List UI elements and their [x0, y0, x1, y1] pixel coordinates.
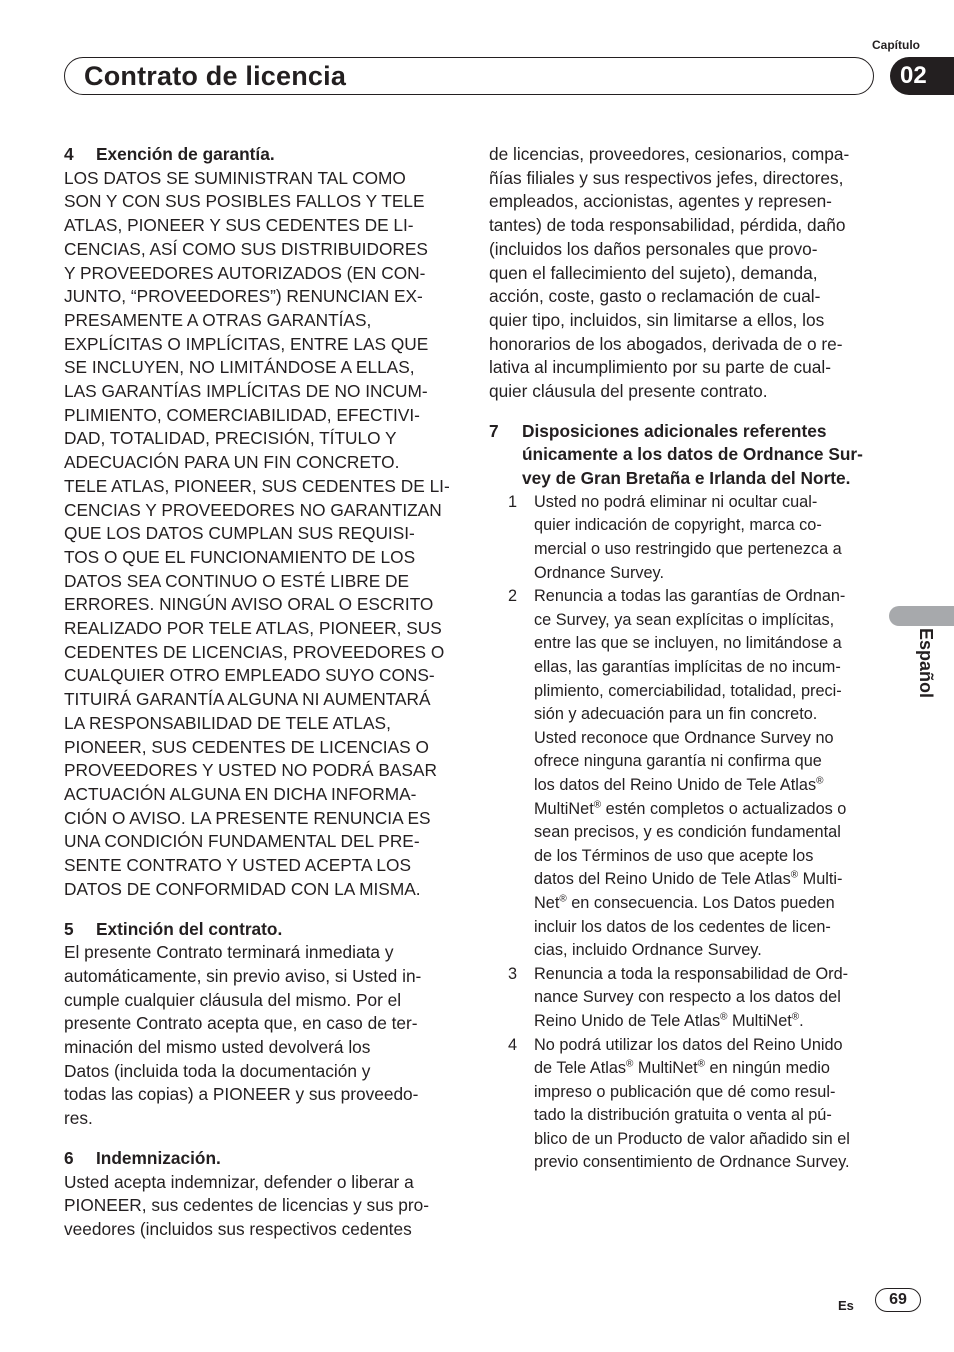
list-item	[489, 963, 879, 1034]
text-line: Ordnance Survey.	[534, 563, 665, 582]
text-line: Y PROVEEDORES AUTORIZADOS (EN CON-	[64, 262, 426, 283]
text-line: Usted no podrá eliminar ni ocultar cual-	[534, 492, 818, 511]
text-line: quier cláusula del presente contrato.	[489, 381, 768, 402]
text-line: PIONEER, sus cedentes de licencias y sus pro-	[64, 1195, 429, 1216]
text-line: vey de Gran Bretaña e Irlanda del Norte.	[522, 468, 851, 489]
text-line: ADECUACIÓN PARA UN FIN CONCRETO.	[64, 452, 400, 473]
section-body	[64, 167, 454, 902]
text-line: Renuncia a toda la responsabilidad de Ord-	[534, 964, 849, 983]
text-line: ellas, las garantías implícitas de no incum-	[534, 658, 841, 676]
text-line: ñías filiales y sus respectivos jefes, directores,	[489, 167, 844, 188]
text-line: SE INCLUYEN, NO LIMITÁNDOSE A ELLAS,	[64, 357, 415, 378]
text-line: TELE ATLAS, PIONEER, SUS CEDENTES DE LI-	[64, 475, 450, 496]
text-line: Renuncia a todas las garantías de Ordnan-	[534, 587, 846, 606]
text-line: de los Términos de uso que acepte los	[534, 846, 814, 865]
chapter-number-badge: 02	[890, 57, 954, 95]
text-line: QUE LOS DATOS CUMPLAN SUS REQUISI-	[64, 523, 415, 544]
text-line: todas las copias) a PIONEER y sus proveedo-	[64, 1084, 419, 1105]
list-item	[489, 1034, 879, 1176]
text-line: minación del mismo usted devolverá los	[64, 1037, 371, 1058]
text-line: MultiNet® estén completos o actualizados o	[534, 799, 847, 818]
section-heading: 4 Exención de garantía.	[64, 144, 275, 164]
list-item-number: 3	[508, 964, 518, 983]
text-line: LOS DATOS SE SUMINISTRAN TAL COMO	[64, 167, 406, 188]
text-line: de Tele Atlas® MultiNet® en ningún medio	[534, 1058, 830, 1078]
text-line: acción, coste, gasto o reclamación de cual-	[489, 286, 821, 307]
text-line: ERRORES. NINGÚN AVISO ORAL O ESCRITO	[64, 594, 434, 615]
text-line: nance Survey con respecto a los datos del	[534, 988, 841, 1007]
section-7	[489, 420, 879, 1175]
text-line: datos del Reino Unido de Tele Atlas® Multi-	[534, 869, 843, 889]
text-line: incluir los datos de los cedentes de licen-	[534, 917, 831, 936]
text-line: Usted reconoce que Ordnance Survey no	[534, 728, 834, 747]
list-item-number: 2	[508, 587, 518, 606]
section-heading: 6 Indemnización.	[64, 1147, 221, 1168]
language-tab	[889, 606, 954, 626]
text-line: UNA CONDICIÓN FUNDAMENTAL DEL PRE-	[64, 831, 420, 852]
text-line: lativa al incumplimiento por su parte de cual-	[489, 357, 831, 378]
text-line: ATLAS, PIONEER Y SUS CEDENTES DE LI-	[64, 215, 414, 236]
text-line: presente Contrato acepta que, en caso de ter-	[64, 1013, 418, 1034]
text-line: CUALQUIER OTRO EMPLEADO SUYO CONS-	[64, 665, 435, 686]
text-line: Usted acepta indemnizar, defender o liberar a	[64, 1171, 414, 1192]
text-line: quier tipo, incluidos, sin limitarse a ellos, los	[489, 309, 825, 330]
text-line: tado la distribución gratuita o venta al pú-	[534, 1106, 832, 1125]
section-5	[64, 918, 454, 1131]
list-item	[489, 491, 879, 585]
text-line: entre las que se incluyen, no limitándose a	[534, 634, 842, 653]
text-line: EXPLÍCITAS O IMPLÍCITAS, ENTRE LAS QUE	[64, 333, 429, 354]
section-6-continued	[489, 143, 879, 404]
page-title: Contrato de licencia	[84, 61, 347, 91]
text-line: LAS GARANTÍAS IMPLÍCITAS DE NO INCUM-	[64, 381, 428, 402]
text-line: No podrá utilizar los datos del Reino Unido	[534, 1035, 843, 1054]
text-line: PROVEEDORES Y USTED NO PODRÁ BASAR	[64, 760, 437, 781]
text-line: empleados, accionistas, agentes y represen-	[489, 191, 832, 212]
text-line: quier indicación de copyright, marca co-	[534, 516, 822, 535]
text-line: SON Y CON SUS POSIBLES FALLOS Y TELE	[64, 191, 425, 212]
text-line: blico de un Producto de valor añadido sin el	[534, 1129, 850, 1148]
text-line: cias, incluido Ordnance Survey.	[534, 941, 762, 960]
text-line: honorarios de los abogados, derivada de o re-	[489, 333, 843, 354]
text-line: REALIZADO POR TELE ATLAS, PIONEER, SUS	[64, 618, 442, 639]
text-line: CIÓN O AVISO. LA PRESENTE RENUNCIA ES	[64, 807, 431, 828]
right-column	[489, 143, 879, 1175]
text-line: DAD, TOTALIDAD, PRECISIÓN, TÍTULO Y	[64, 428, 397, 449]
text-line: ACTUACIÓN ALGUNA EN DICHA INFORMA-	[64, 783, 417, 804]
text-line: TITUIRÁ GARANTÍA ALGUNA NI AUMENTARÁ	[64, 689, 431, 710]
text-line: Net® en consecuencia. Los Datos pueden	[534, 893, 835, 912]
text-line: SENTE CONTRATO Y USTED ACEPTA LOS	[64, 855, 411, 876]
text-line: PRESAMENTE A OTRAS GARANTÍAS,	[64, 309, 372, 330]
page-number: 69	[875, 1288, 921, 1312]
section-body	[64, 1171, 454, 1242]
language-label: Español	[916, 628, 936, 699]
text-line: El presente Contrato terminará inmediata y	[64, 942, 394, 963]
section-6	[64, 1147, 454, 1242]
text-line: automáticamente, sin previo aviso, si Usted in-	[64, 965, 422, 986]
list-item	[489, 585, 879, 963]
text-line: JUNTO, “PROVEEDORES”) RENUNCIAN EX-	[64, 286, 423, 307]
text-line: tantes) de toda responsabilidad, pérdida, daño	[489, 215, 846, 236]
text-line: únicamente a los datos de Ordnance Sur-	[522, 444, 863, 465]
text-line: mercial o uso restringido que pertenezca a	[534, 540, 842, 559]
text-line: (incluidos los daños personales que provo-	[489, 238, 818, 259]
text-line: Reino Unido de Tele Atlas® MultiNet®.	[534, 1011, 804, 1030]
text-line: PIONEER, SUS CEDENTES DE LICENCIAS O	[64, 736, 429, 757]
text-line: TOS O QUE EL FUNCIONAMIENTO DE LOS	[64, 546, 416, 567]
text-line: sión y adecuación para un fin concreto.	[534, 705, 818, 724]
section-heading: 7 Disposiciones adicionales referentes únicamente a los datos de Ordnance Sur- vey de Gran Bretaña e Irlanda del Norte.	[489, 420, 879, 491]
text-line: Disposiciones adicionales referentes	[522, 420, 827, 441]
section-body	[64, 941, 454, 1131]
text-line: impreso o publicación que dé como resul-	[534, 1082, 836, 1101]
chapter-label: Capítulo	[872, 38, 920, 52]
text-line: veedores (incluidos sus respectivos cedentes	[64, 1218, 412, 1239]
text-line: PLIMIENTO, COMERCIABILIDAD, EFECTIVI-	[64, 404, 420, 425]
text-line: de licencias, proveedores, cesionarios, compa-	[489, 144, 850, 164]
text-line: plimiento, comerciabilidad, totalidad, preci-	[534, 681, 842, 700]
text-line: ce Survey, ya sean explícitas o implícitas,	[534, 610, 835, 629]
text-line: DATOS DE CONFORMIDAD CON LA MISMA.	[64, 878, 421, 899]
text-line: ofrece ninguna garantía ni confirma que	[534, 752, 822, 771]
list-item-number: 4	[508, 1035, 518, 1054]
text-line: LA RESPONSABILIDAD DE TELE ATLAS,	[64, 712, 391, 733]
section-heading: 5 Extinción del contrato.	[64, 918, 283, 939]
text-line: CENCIAS, ASÍ COMO SUS DISTRIBUIDORES	[64, 238, 428, 259]
text-line: DATOS SEA CONTINUO O ESTÉ LIBRE DE	[64, 570, 410, 591]
text-line: sean precisos, y es condición fundamental	[534, 823, 841, 842]
section-4	[64, 143, 454, 902]
footer-language-code: Es	[838, 1298, 854, 1313]
text-line: los datos del Reino Unido de Tele Atlas®	[534, 775, 824, 794]
text-line: res.	[64, 1108, 93, 1129]
text-line: Datos (incluida toda la documentación y	[64, 1060, 371, 1081]
text-line: CENCIAS Y PROVEEDORES NO GARANTIZAN	[64, 499, 442, 520]
text-line: quen el fallecimiento del sujeto), demanda,	[489, 262, 818, 283]
list-item-number: 1	[508, 492, 518, 511]
text-line: previo consentimiento de Ordnance Survey.	[534, 1153, 850, 1172]
left-column	[64, 143, 454, 1242]
text-line: cumple cualquier cláusula del mismo. Por el	[64, 989, 402, 1010]
numbered-list	[489, 491, 879, 1175]
text-line: CEDENTES DE LICENCIAS, PROVEEDORES O	[64, 641, 445, 662]
